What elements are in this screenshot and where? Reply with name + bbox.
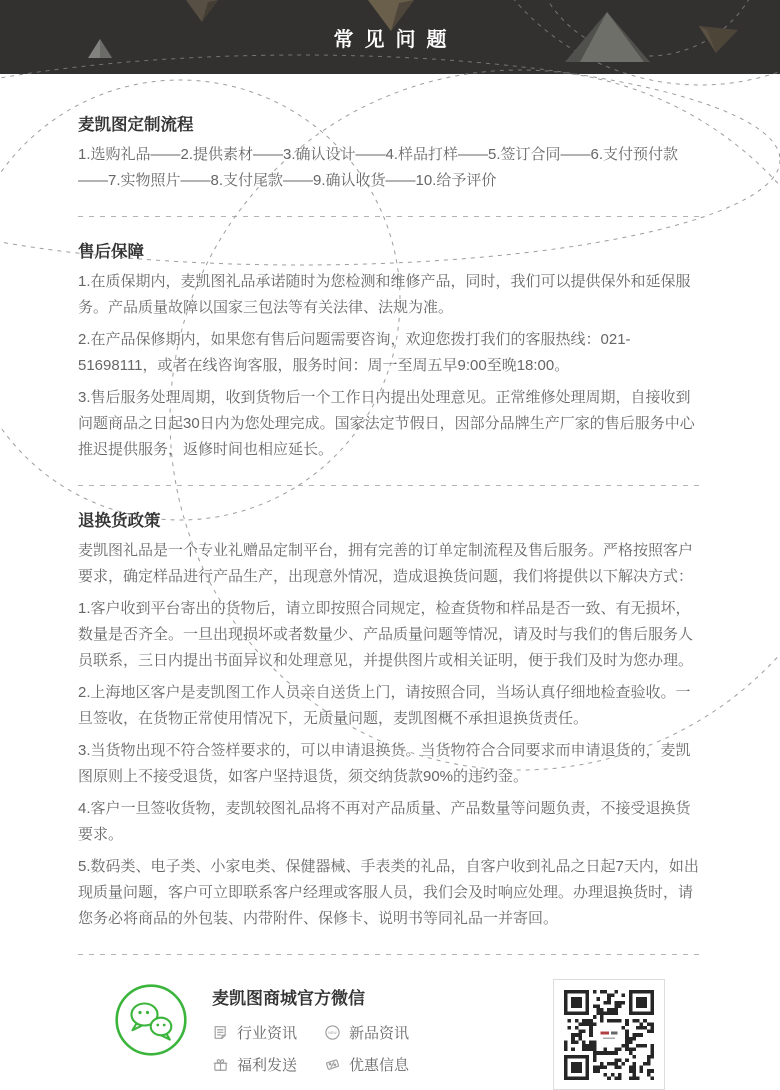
wechat-feature-discounts: [324, 1054, 436, 1075]
qr-pattern: [564, 990, 654, 1080]
section-custom-process: [78, 114, 702, 194]
wechat-title: 麦凯图商城官方微信: [212, 989, 365, 1008]
returns-para-2: 2.上海地区客户是麦凯图工作人员亲自送货上门，请按照合同，当场认真仔细地检查验收。一旦签收，在货物正常使用情况下，无质量问题，麦凯图概不承担退换货责任。: [78, 684, 691, 727]
wechat-feature-benefits: [212, 1054, 324, 1075]
page-header: [0, 0, 780, 74]
coupon-icon: [324, 1056, 341, 1073]
wechat-icon: [114, 983, 188, 1057]
dashed-divider-3: [78, 954, 702, 955]
new-badge-icon: [324, 1024, 341, 1041]
wechat-footer: [78, 967, 702, 1090]
returns-para-5: 5.数码类、电子类、小家电类、保健器械、手表类的礼品，自客户收到礼品之日起7天内，如出现质量问题，客户可立即联系客户经理或客服人员，我们会及时响应处理。办理退换货时，请您务必将商品的外包装、内带附件、保修卡、说明书等同礼品一并寄回。: [78, 858, 699, 927]
svg-text:NEW: NEW: [328, 1030, 337, 1035]
wechat-feature-label: 优惠信息: [349, 1057, 410, 1074]
section-aftersales: [78, 241, 702, 463]
wechat-feature-industry-news: [212, 1022, 324, 1043]
process-steps-text: 1.选购礼品——2.提供素材——3.确认设计——4.样品打样——5.签订合同——6.支付预付款——7.实物照片——8.支付尾款——9.确认收货——10.给予评价: [78, 146, 679, 189]
wechat-feature-new-products: [324, 1022, 436, 1043]
page-title: 常见问题: [333, 28, 458, 51]
aftersales-para-1: 1.在质保期内，麦凯图礼品承诺随时为您检测和维修产品，同时，我们可以提供保外和延保服务。产品质量故障以国家三包法等有关法律、法规为准。: [78, 273, 691, 316]
wechat-info: [212, 984, 436, 1075]
returns-para-3: 3.当货物出现不符合签样要求的，可以申请退换货。当货物符合合同要求而申请退货的，麦凯图原则上不接受退货，如客户坚持退货，须交纳货款90%的违约金。: [78, 742, 691, 785]
returns-para-1: 1.客户收到平台寄出的货物后，请立即按照合同规定，检查货物和样品是否一致、有无损坏，数量是否齐全。一旦出现损坏或者数量少、产品质量问题等情况，请及时与我们的售后服务人员联系，三日内提出书面异议和处理意见，并提供图片或相关证明，便于我们及时为您办理。: [78, 600, 694, 669]
returns-para-4: 4.客户一旦签收货物，麦凯较图礼品将不再对产品质量、产品数量等问题负责，不接受退换货要求。: [78, 800, 691, 843]
faq-content: [0, 114, 780, 1090]
wechat-feature-grid: [212, 1022, 436, 1075]
section-heading-process: 麦凯图定制流程: [78, 116, 194, 134]
wechat-feature-label: 行业资讯: [237, 1025, 298, 1042]
wechat-feature-label: 新品资讯: [349, 1025, 410, 1042]
dashed-divider-2: [78, 485, 702, 486]
gift-icon: [212, 1056, 229, 1073]
section-heading-aftersales: 售后保障: [78, 243, 144, 261]
qr-code: [553, 979, 665, 1090]
dashed-divider-1: [78, 216, 702, 217]
section-heading-returns: 退换货政策: [78, 512, 161, 530]
section-return-policy: [78, 510, 702, 932]
aftersales-para-3: 3.售后服务处理周期，收到货物后一个工作日内提出处理意见。正常维修处理周期，自接收到问题商品之日起30日内为您处理完成。国家法定节假日，因部分品牌生产厂家的售后服务中心推迟提供服务，返修时间也相应延长。: [78, 389, 695, 458]
returns-intro: 麦凯图礼品是一个专业礼赠品定制平台，拥有完善的订单定制流程及售后服务。严格按照客户要求，确定样品进行产品生产，出现意外情况，造成退换货问题，我们将提供以下解决方式：: [78, 542, 694, 585]
aftersales-para-2: 2.在产品保修期内，如果您有售后问题需要咨询，欢迎您拨打我们的客服热线：021-51698111，或者在线咨询客服，服务时间：周一至周五早9:00至晚18:00。: [78, 331, 631, 374]
wechat-feature-label: 福利发送: [237, 1057, 298, 1074]
news-icon: [212, 1024, 229, 1041]
